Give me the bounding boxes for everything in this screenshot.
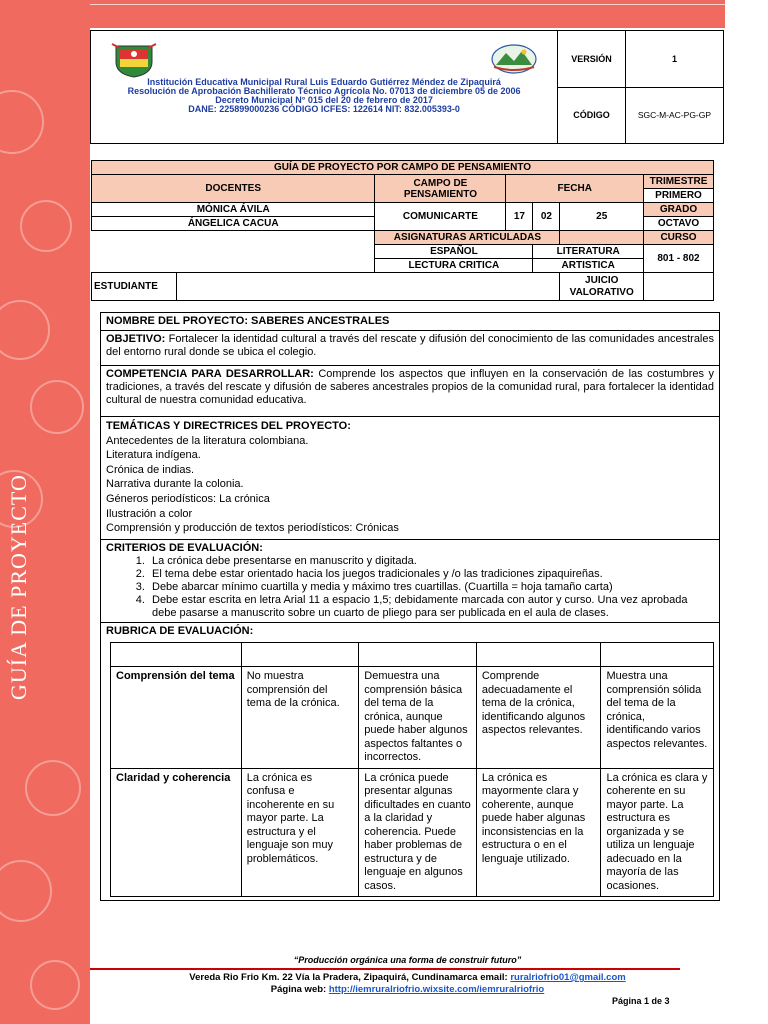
rubric-level: Demuestra una comprensión básica del tema de la crónica, aunque puede haber algunos aspectos faltantes o incorrectos. (359, 667, 477, 769)
criterio-item: 1. La crónica debe presentarse en manuscrito y digitada. (148, 555, 714, 568)
decree-text: Decreto Municipal N° 015 del 20 de febrero de 2017 (215, 95, 433, 105)
right-margin (725, 0, 768, 1024)
objetivo-text: Fortalecer la identidad cultural a través del rescate y difusión del conocimiento de las comunidades ancestrales del entorno rural donde se ubica el colegio. (106, 333, 714, 358)
teacher-1: MÓNICA ÁVILA (92, 203, 375, 217)
side-title: GUÍA DE PROYECTO (6, 474, 31, 700)
footer-address-block (90, 972, 725, 996)
criterios-cell (101, 540, 720, 623)
email-link[interactable]: ruralriofrio01@gmail.com (510, 972, 626, 983)
rubric-header-cell (359, 643, 477, 667)
grado-value: OCTAVO (644, 217, 714, 231)
resolution-text: Resolución de Aprobación Bachillerato Técnico Agrícola No. 07013 de diciembre 05 de 2006 (127, 86, 521, 96)
decorative-circle (0, 90, 44, 154)
subject-lectura-critica: LECTURA CRITICA (375, 259, 533, 273)
decorative-circle (0, 300, 50, 360)
date-day: 17 (506, 203, 533, 231)
trimestre-label: TRIMESTRE (644, 175, 714, 189)
criterios-label: CRITERIOS DE EVALUACIÓN: (106, 542, 263, 554)
subject-literatura: LITERATURA (533, 245, 644, 259)
grado-label: GRADO (644, 203, 714, 217)
rubric-level: Muestra una comprensión sólida del tema de la crónica, identificando varios aspectos relevantes. (601, 667, 714, 769)
tematica-item: Comprensión y producción de textos periodísticos: Crónicas (106, 522, 399, 535)
blank-cell (92, 231, 375, 273)
decorative-circle (30, 380, 84, 434)
project-name: NOMBRE DEL PROYECTO: SABERES ANCESTRALES (101, 313, 720, 331)
tematica-item: Literatura indígena. (106, 449, 201, 462)
docentes-label: DOCENTES (92, 175, 375, 203)
estudiante-label: ESTUDIANTE (92, 273, 177, 301)
tematicas-cell (101, 417, 720, 540)
version-value: 1 (625, 31, 723, 88)
competencia-cell (101, 366, 720, 417)
date-year: 25 (560, 203, 644, 231)
criterio-item: 3. Debe abarcar mínimo cuartilla y media y máximo tres cuartillas. (Cuartilla = hoja tamaño carta) (148, 581, 714, 594)
header-table (90, 30, 724, 144)
criterio-item: 4. Debe estar escrita en letra Arial 11 a espacio 1,5; debidamente marcada con autor y curso. Una vez aprobada debe pasarse a manuscrito sobre un cuarto de pliego para ser publicada en el aula de clases. (148, 594, 714, 620)
rubric-level: La crónica es mayormente clara y coherente, aunque puede haber algunas inconsistencias en la estructura o en el lenguaje utilizado. (476, 768, 601, 897)
decorative-circle (25, 760, 81, 816)
top-band-line (90, 4, 725, 5)
version-label: VERSIÓN (558, 31, 626, 88)
curso-label: CURSO (644, 231, 714, 245)
decorative-circle (0, 860, 52, 922)
campo-label: CAMPO DE PENSAMIENTO (375, 175, 506, 203)
guide-info-table (91, 160, 714, 301)
tematica-item: Narrativa durante la colonia. (106, 478, 244, 491)
criterios-list (106, 555, 714, 620)
rubric-level: No muestra comprensión del tema de la crónica. (241, 667, 359, 769)
decorative-circle (30, 960, 80, 1010)
rubric-header-cell (601, 643, 714, 667)
rubric-header-cell (111, 643, 242, 667)
juicio-label: JUICIO VALORATIVO (560, 273, 644, 301)
landscape-logo (490, 43, 538, 75)
rubric-header-cell (476, 643, 601, 667)
institution-block (91, 31, 558, 144)
rubric-header-cell (241, 643, 359, 667)
institution-name: Institución Educativa Municipal Rural Luis Eduardo Gutiérrez Méndez de Zipaquirá (147, 77, 501, 87)
tematica-item: Géneros periodísticos: La crónica (106, 492, 270, 505)
rubric-level: La crónica es confusa e incoherente en su mayor parte. La estructura y el lenguaje son muy problemáticos. (241, 768, 359, 897)
teacher-2: ÁNGELICA CACUA (92, 217, 375, 231)
rubric-criterion: Comprensión del tema (111, 667, 242, 769)
rubrica-label: RUBRICA DE EVALUACIÓN: (106, 625, 254, 637)
tematicas-label: TEMÁTICAS Y DIRECTRICES DEL PROYECTO: (106, 420, 351, 432)
side-band (0, 0, 90, 1024)
rubric-criterion: Claridad y coherencia (111, 768, 242, 897)
school-shield-logo (110, 40, 158, 78)
date-month: 02 (533, 203, 560, 231)
subject-espanol: ESPAÑOL (375, 245, 533, 259)
footer-quote: “Producción orgánica una forma de construir futuro” (293, 955, 522, 965)
campo-value: COMUNICARTE (375, 203, 506, 231)
decorative-circle (20, 200, 72, 252)
juicio-field[interactable] (644, 273, 714, 301)
website-link[interactable]: http://iemruralriofrio.wixsite.com/iemruralriofrio (328, 984, 545, 995)
footer-divider (90, 968, 680, 970)
guide-title: GUÍA DE PROYECTO POR CAMPO DE PENSAMIENTO (92, 161, 714, 175)
tematica-item: Antecedentes de la literatura colombiana. (106, 434, 309, 447)
code-label: CÓDIGO (558, 87, 626, 144)
rubrica-cell (101, 623, 720, 901)
codes-text: DANE: 225899000236 CÓDIGO ICFES: 122614 NIT: 832.005393-0 (188, 104, 460, 114)
tematica-item: Ilustración a color (106, 507, 193, 520)
rubric-row (111, 667, 714, 769)
competencia-text: Comprende los aspectos que influyen en la conservación de las costumbres y tradiciones, a través del rescate y difusión de saberes ancestrales propios de la comunidad rural, para fortalecer la identidad cultural de nuestra comunidad educativa. (106, 368, 714, 406)
page-number: Página 1 de 3 (612, 996, 670, 1006)
asignaturas-label: ASIGNATURAS ARTICULADAS (375, 231, 560, 245)
objetivo-cell (101, 331, 720, 366)
criterio-item: 2. El tema debe estar orientado hacia los juegos tradicionales y /o las tradiciones zipaquireñas. (148, 568, 714, 581)
fecha-label: FECHA (506, 175, 644, 203)
asignaturas-spacer (560, 231, 644, 245)
rubric-table (110, 642, 714, 897)
footer-address: Vereda Rio Frio Km. 22 Vía la Pradera, Zipaquirá, Cundinamarca email: (189, 972, 508, 983)
competencia-label: COMPETENCIA PARA DESARROLLAR: (106, 368, 314, 380)
trimestre-value: PRIMERO (644, 189, 714, 203)
rubric-level: La crónica es clara y coherente en su mayor parte. La estructura es organizada y se utiliza un lenguaje adecuado en la mayoría de las ocasiones. (601, 768, 714, 897)
web-label: Página web: (270, 984, 327, 995)
rubric-level: Comprende adecuadamente el tema de la crónica, identificando algunos aspectos relevantes. (476, 667, 601, 769)
rubric-row (111, 768, 714, 897)
rubric-level: La crónica puede presentar algunas dificultades en cuanto a la claridad y coherencia. Puede haber problemas de estructura y de lenguaje en algunos casos. (359, 768, 477, 897)
code-value: SGC-M-AC-PG-GP (625, 87, 723, 144)
estudiante-field[interactable] (177, 273, 560, 301)
objetivo-label: OBJETIVO: (106, 333, 166, 345)
project-table (100, 312, 720, 901)
curso-value: 801 - 802 (644, 245, 714, 273)
subject-artistica: ARTISTICA (533, 259, 644, 273)
tematica-item: Crónica de indias. (106, 463, 195, 476)
